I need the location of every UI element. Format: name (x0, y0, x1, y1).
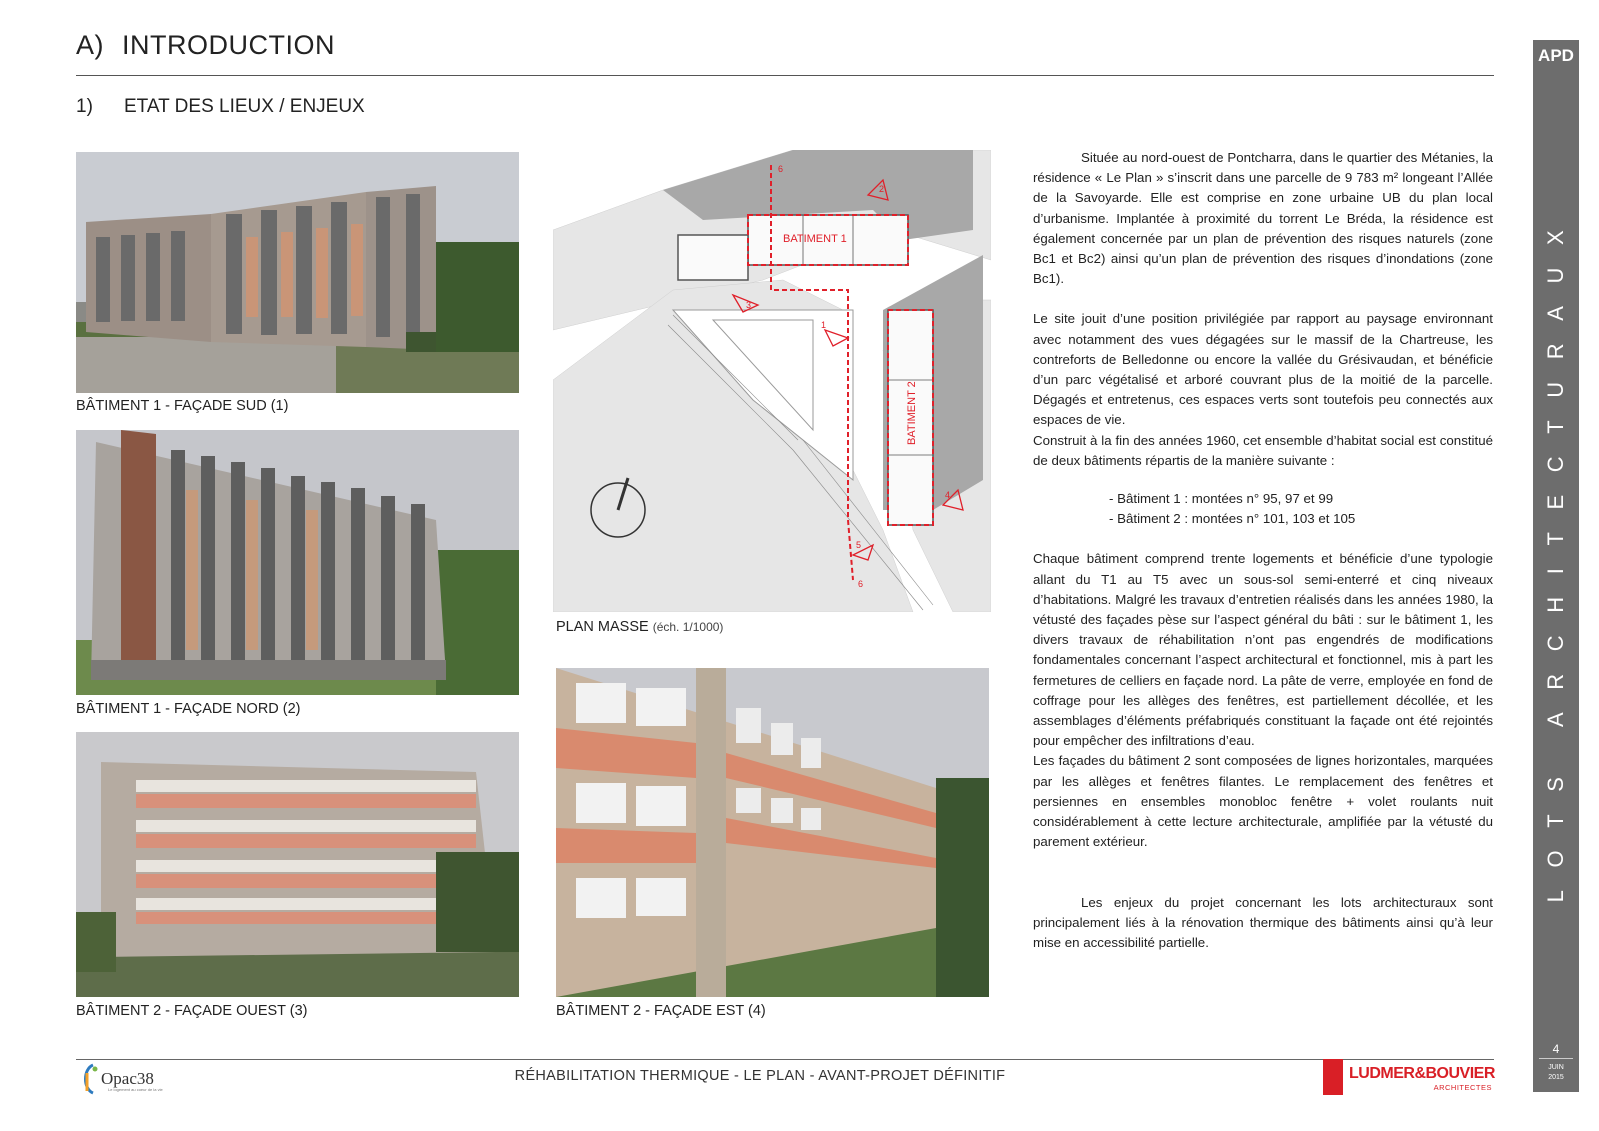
section-heading (76, 30, 335, 61)
photo-b1-facade-sud (76, 152, 519, 393)
client-tagline: Le logement au coeur de la vie (108, 1087, 163, 1092)
svg-text:6: 6 (778, 164, 784, 174)
bullet-batiment-2: - Bâtiment 2 : montées n° 101, 103 et 105 (1109, 511, 1356, 527)
photo-b2-facade-est (556, 668, 989, 997)
subsection-number: 1) (76, 96, 93, 117)
svg-text:1: 1 (821, 320, 827, 330)
plan-label-bat2: BATIMENT 2 (906, 381, 918, 445)
caption-b2-facade-est: BÂTIMENT 2 - FAÇADE EST (4) (556, 1003, 766, 1019)
body-text (1033, 148, 1493, 953)
architect-logo (1323, 1059, 1494, 1095)
caption-b1-facade-sud: BÂTIMENT 1 - FAÇADE SUD (1) (76, 398, 289, 414)
plan-label-bat1: BATIMENT 1 (783, 233, 847, 245)
paragraph-construction: Construit à la fin des années 1960, cet ensemble d’habitat social est constitué de deux bâtiments répartis de la manière suivante : (1033, 432, 1493, 468)
sidebar-vertical-title (1535, 76, 1577, 1034)
svg-text:4: 4 (945, 490, 951, 500)
date-year: 2015 (1548, 1074, 1564, 1081)
phase-badge: APD (1533, 40, 1579, 72)
caption-b2-facade-ouest: BÂTIMENT 2 - FAÇADE OUEST (3) (76, 1003, 308, 1019)
photo-b1-facade-nord (76, 430, 519, 695)
caption-plan-title: PLAN MASSE (556, 619, 649, 635)
paragraph-situation: Située au nord-ouest de Pontcharra, dans le quartier des Métanies, la résidence « Le Plan » s’inscrit dans une parcelle de 9 783 m² longeant l’Allée de la Savoyarde. Elle est comprise en zone urbaine UB du plan local d’urbanisme. Implantée à proximité du torrent Le Bréda, la résidence est également concernée par un plan de prévention des risques naturels (zone Bc1 et Bc2) ainsi qu’un plan de prévention des risques d’inondations (zone Bc1). (1033, 150, 1493, 287)
subsection-title: ETAT DES LIEUX / ENJEUX (124, 96, 365, 117)
footer-divider (76, 1059, 1494, 1060)
architect-name: LUDMER&BOUVIER (1349, 1065, 1495, 1082)
svg-text:2: 2 (879, 184, 885, 194)
paragraph-paysage: Le site jouit d’une position privilégiée par rapport au paysage environnant avec notamment des vues dégagées sur le massif de la Chartreuse, les contreforts de Belledonne ou encore la vallée du Grésivaudan, et bénéficie d’un parc végétalisé et arboré couvrant plus de la moitié de la parcelle. Dégagés et entretenus, ces espaces verts sont toutefois peu connectés aux espaces de vie. (1033, 311, 1493, 428)
paragraph-batiments: Chaque bâtiment comprend trente logements et bénéficie d’une typologie allant du T1 au T5 avec un sous-sol semi-enterré et cinq niveaux d’habitations. Malgré les travaux d’entretien réalisés dans les années 1980, la vétusté des façades pèse sur l’aspect général du bâti : sur le bâtiment 1, les divers travaux de réhabilitation n’ont pas engendrés de modifications fondamentales concernant l’aspect architectural et fonctionnel, mis à part les fermetures de celliers en façade nord. La pâte de verre, employée en fond de coffrage pour les allèges des fenêtres, est partiellement décollée, et les assemblages d’éléments préfabriqués constituant la façade ont été rejointés pour empêcher des infiltrations d’eau. (1033, 551, 1493, 749)
paragraph-facades-b2: Les façades du bâtiment 2 sont composées de lignes horizontales, marquées par les allèges et fenêtres filantes. Le remplacement des fenêtres et persiennes en ensembles monobloc fenêtre + volet roulants nuit considérablement à cette lecture architecturale, amplifiée par la vétusté du parement extérieur. (1033, 753, 1493, 850)
photo-b2-facade-ouest (76, 732, 519, 997)
caption-plan-scale: (éch. 1/1000) (652, 620, 724, 634)
architect-logo-mark (1323, 1059, 1343, 1095)
caption-plan-masse (556, 619, 723, 635)
sidebar-vertical-text: LOTS ARCHITECTURAUX (1543, 207, 1568, 903)
heading-divider (76, 75, 1494, 76)
section-number: A) (76, 30, 104, 60)
architect-subtitle: ARCHITECTES (1433, 1083, 1492, 1092)
bullet-batiment-1: - Bâtiment 1 : montées n° 95, 97 et 99 (1109, 491, 1334, 507)
page-number: 4 (1552, 1042, 1560, 1056)
footer-title: RÉHABILITATION THERMIQUE - LE PLAN - AVANT-PROJET DÉFINITIF (514, 1068, 1006, 1084)
paragraph-enjeux: Les enjeux du projet concernant les lots architecturaux sont principalement liés à la rénovation thermique des bâtiments ainsi qu’à leur mise en accessibilité partielle. (1033, 894, 1493, 950)
date-month: JUIN (1548, 1064, 1564, 1071)
page-number-divider (1539, 1058, 1573, 1059)
caption-b1-facade-nord: BÂTIMENT 1 - FAÇADE NORD (2) (76, 701, 301, 717)
svg-text:6: 6 (858, 579, 864, 589)
svg-text:5: 5 (856, 540, 862, 550)
plan-masse-drawing (553, 150, 991, 612)
svg-text:3: 3 (746, 300, 752, 310)
client-name: Opac38 (101, 1069, 154, 1088)
section-title: INTRODUCTION (122, 30, 335, 60)
date-block (1533, 1063, 1579, 1083)
subsection-heading (76, 96, 365, 118)
